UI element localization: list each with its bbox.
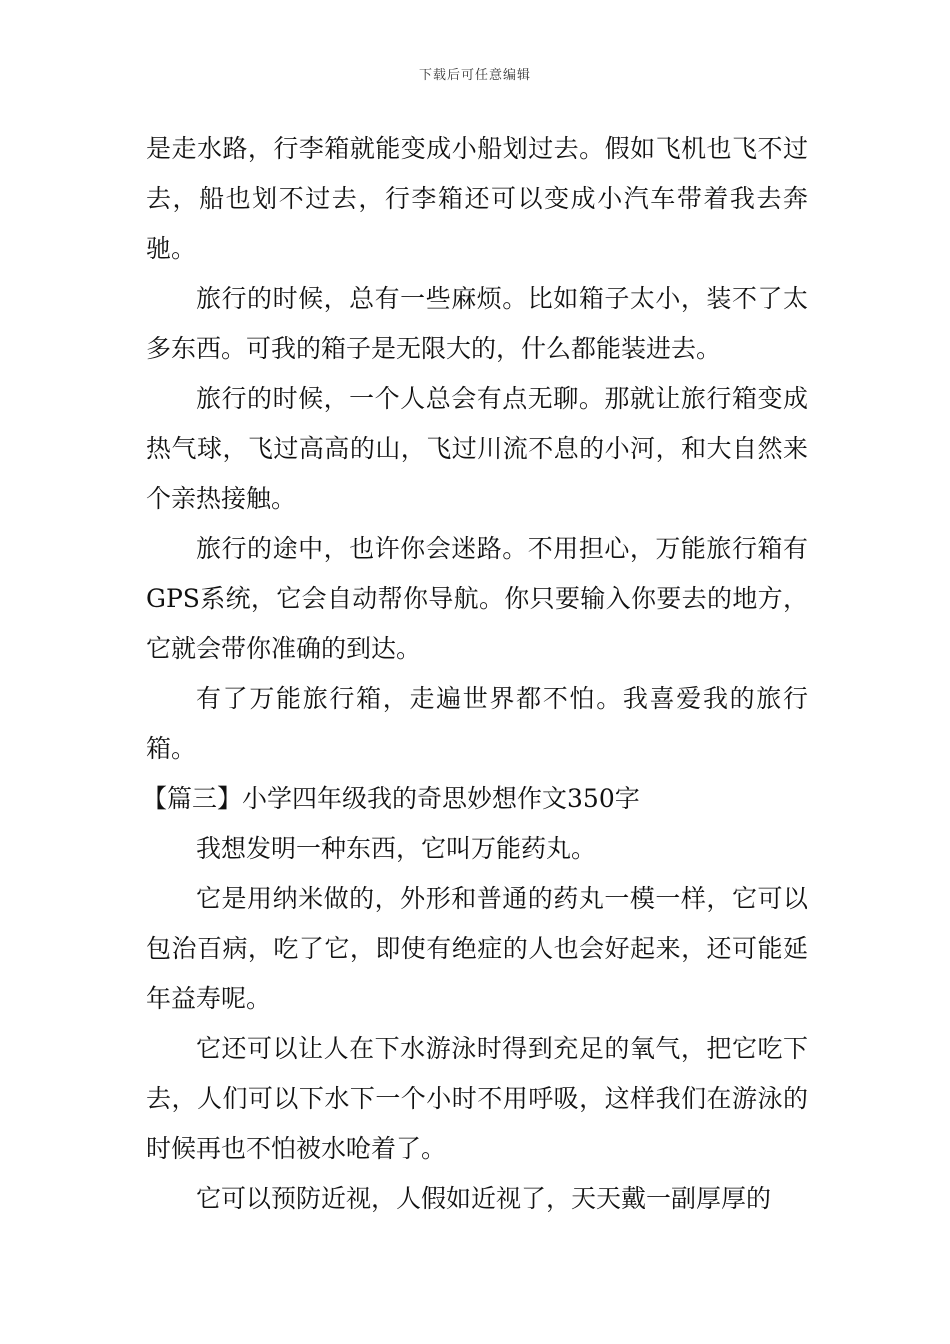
paragraph: 它可以预防近视，人假如近视了，天天戴一副厚厚的 [196,1184,772,1213]
paragraph: 旅行的时候，一个人总会有点无聊。那就让旅行箱变成热气球，飞过高高的山，飞过川流不息的小河，和大自然来个亲热接触。 [146,384,808,513]
paragraph: 它还可以让人在下水游泳时得到充足的氧气，把它吃下去，人们可以下水下一个小时不用呼吸，这样我们在游泳的时候再也不怕被水呛着了。 [146,1034,808,1163]
page-header-note: 下载后可任意编辑 [418,68,531,83]
paragraph: 有了万能旅行箱，走遍世界都不怕。我喜爱我的旅行箱。 [146,684,808,763]
paragraph: 旅行的途中，也许你会迷路。不用担心，万能旅行箱有GPS系统，它会自动帮你导航。你只要输入你要去的地方，它就会带你准确的到达。 [146,534,808,663]
paragraph: 旅行的时候，总有一些麻烦。比如箱子太小，装不了太多东西。可我的箱子是无限大的，什么都能装进去。 [146,284,808,363]
paragraph-continuation: 是走水路，行李箱就能变成小船划过去。假如飞机也飞不过去，船也划不过去，行李箱还可以变成小汽车带着我去奔驰。 [146,134,808,263]
section-heading: 【篇三】小学四年级我的奇思妙想作文350字 [142,784,640,813]
paragraph: 它是用纳米做的，外形和普通的药丸一模一样，它可以包治百病，吃了它，即使有绝症的人也会好起来，还可能延年益寿呢。 [146,884,808,1013]
paragraph: 我想发明一种东西，它叫万能药丸。 [196,834,597,863]
document-body [142,124,808,1224]
